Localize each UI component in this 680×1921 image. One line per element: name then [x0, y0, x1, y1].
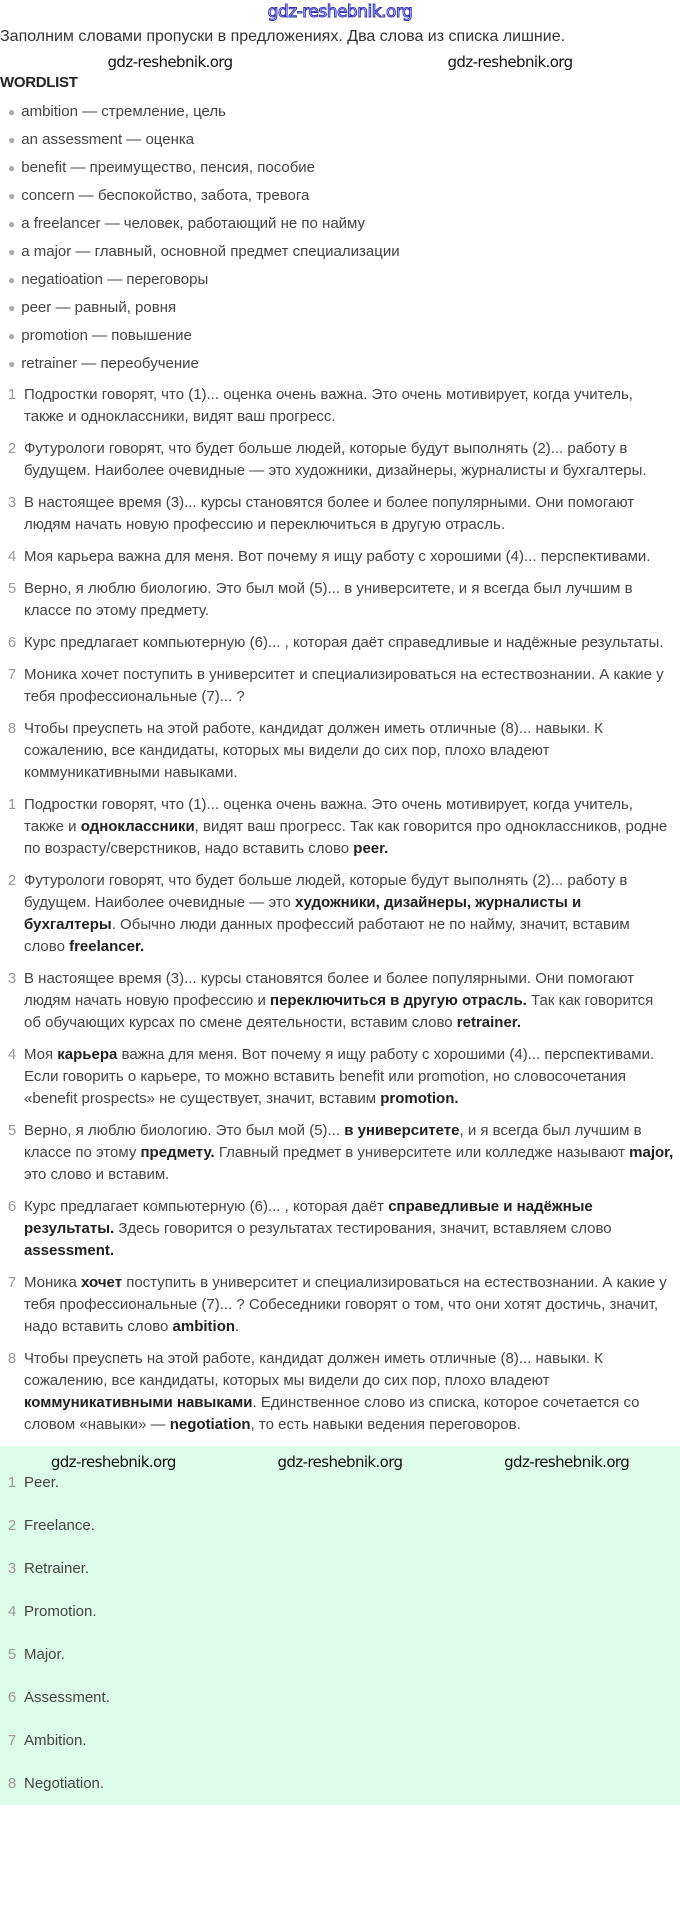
explanation-first-line: В настоящее время (3)... курсы становятся более и более популярными. Они [24, 970, 564, 987]
highlighted-text: предмету. [140, 1144, 215, 1161]
explanation-item [0, 1044, 680, 1110]
task-text: Курс предлагает компьютерную (6)... , которая даёт справедливые и надёжные [24, 634, 578, 651]
task-text-continued: учитель, также и одноклассники, видят ваш прогресс. [24, 386, 633, 425]
explanation-first-line [24, 1122, 642, 1139]
answer-text: Assessment. [24, 1689, 110, 1706]
wordlist-item-text: a major — главный, основной предмет специализации [21, 243, 400, 260]
task-text-continued: сожалению, все кандидаты, которых мы видели до сих пор, плохо владеют коммуникативными навыками. [24, 742, 550, 781]
highlighted-text: справедливые и надёжные [388, 1198, 593, 1215]
task-text-continued: будущем. Наиболее очевидные — это художники, дизайнеры, журналисты и бухгалтеры. [24, 462, 647, 479]
wordlist-item-text: negatioation — переговоры [21, 271, 209, 288]
bullet-icon: ● [8, 161, 16, 175]
explanation-list [0, 794, 680, 1436]
task-item [0, 664, 680, 708]
task-body [24, 632, 680, 654]
task-item [0, 578, 680, 622]
text-run: . Обычно люди данных профессий работают не по найму, значит, вставим слово [24, 916, 630, 955]
explanation-first-line: Чтобы преуспеть на этой работе, кандидат должен иметь отличные (8)... навыки. К [24, 1350, 603, 1367]
watermark-text: gdz-reshebnik.org [50, 1453, 176, 1471]
answer-item [0, 1515, 680, 1537]
highlighted-text: assessment. [24, 1242, 115, 1259]
highlighted-text: promotion. [380, 1090, 459, 1107]
explanation-number: 7 [7, 1274, 17, 1291]
task-item [0, 546, 680, 568]
explanation-text [24, 1372, 639, 1433]
explanation-item [0, 870, 680, 958]
text-run: Моника [24, 1274, 82, 1291]
task-body [24, 492, 680, 536]
watermark-row [0, 1452, 680, 1472]
highlighted-text: в университете [344, 1122, 460, 1139]
wordlist-item [8, 238, 680, 266]
text-run: это слово и вставим. [24, 1166, 170, 1183]
explanation-number: 5 [7, 1122, 17, 1139]
explanation-body [24, 1120, 680, 1186]
wordlist-item-text: retrainer — переобучение [21, 355, 199, 372]
text-run: Курс предлагает компьютерную (6)... , которая даёт [24, 1198, 389, 1215]
task-item [0, 492, 680, 536]
answer-item [0, 1730, 680, 1752]
answer-text: Ambition. [24, 1732, 87, 1749]
wordlist-item [8, 322, 680, 350]
highlighted-text: ambition [172, 1318, 236, 1335]
explanation-first-line: Подростки говорят, что (1)... оценка очень важна. Это очень мотивирует, когда [24, 796, 570, 813]
task-item [0, 718, 680, 784]
answer-number: 3 [7, 1560, 17, 1577]
highlighted-text: retrainer. [456, 1014, 521, 1031]
text-run: какие у тебя профессиональные (7)... ? Собеседники говорят о том, что они хотят достичь, значит, надо вставить слово [24, 1274, 667, 1335]
text-run: будущем. Наиболее очевидные — это [24, 894, 295, 911]
task-body [24, 384, 680, 428]
task-body [24, 664, 680, 708]
wordlist-heading: WORDLIST [0, 74, 78, 91]
task-text: Чтобы преуспеть на этой работе, кандидат должен иметь отличные (8)... навыки. К [24, 720, 603, 737]
answer-item [0, 1472, 680, 1494]
wordlist-item [8, 182, 680, 210]
answer-number: 4 [7, 1603, 17, 1620]
answer-number: 2 [7, 1517, 17, 1534]
explanation-body [24, 1044, 680, 1110]
watermark-text: gdz-reshebnik.org [447, 53, 573, 71]
highlighted-text: результаты. [24, 1220, 115, 1237]
explanation-number: 2 [7, 872, 17, 889]
answer-number: 7 [7, 1732, 17, 1749]
text-run: сожалению, все кандидаты, которых мы видели до сих пор, плохо владеют [24, 1372, 550, 1389]
bullet-icon: ● [8, 329, 16, 343]
highlighted-text: переключиться в другую отрасль. [270, 992, 527, 1009]
task-number: 8 [7, 720, 17, 737]
explanation-text [24, 1220, 612, 1259]
text-run: , видят ваш прогресс. Так как говорится про одноклассников, родне по возрасту/сверстников, надо вставить слово [24, 818, 668, 857]
explanation-body [24, 1348, 680, 1436]
task-text-continued: какие у тебя профессиональные (7)... ? [24, 666, 664, 705]
task-text-continued: классе по этому предмету. [24, 602, 210, 619]
highlighted-text: хочет [81, 1274, 123, 1291]
highlighted-text: коммуникативными навыками [24, 1394, 253, 1411]
bullet-icon: ● [8, 133, 16, 147]
explanation-number: 6 [7, 1198, 17, 1215]
answer-item [0, 1601, 680, 1623]
answer-item [0, 1773, 680, 1795]
task-text: Моя карьера важна для меня. Вот почему я ищу работу с хорошими (4)... [24, 548, 537, 565]
explanation-item [0, 1272, 680, 1338]
text-run: . [235, 1318, 240, 1335]
task-instructions: Заполним словами пропуски в предложениях. Два слова из списка лишние. [0, 28, 566, 45]
wordlist-item [8, 126, 680, 154]
text-run: Главный предмет в университете или колледже называют [214, 1144, 630, 1161]
wordlist-item [8, 98, 680, 126]
explanation-item [0, 1348, 680, 1436]
explanation-body [24, 794, 680, 860]
answer-text: Freelance. [24, 1517, 95, 1534]
task-body [24, 546, 680, 568]
wordlist-item-text: promotion — повышение [21, 327, 192, 344]
answer-number: 8 [7, 1775, 17, 1792]
task-number: 5 [7, 580, 17, 597]
bullet-icon: ● [8, 245, 16, 259]
text-run: важна для меня. Вот почему я ищу работу с хорошими (4)... [117, 1046, 541, 1063]
bullet-icon: ● [8, 189, 16, 203]
wordlist-item [8, 294, 680, 322]
highlighted-text: major, [629, 1144, 674, 1161]
explanation-body [24, 870, 680, 958]
answer-text: Negotiation. [24, 1775, 105, 1792]
highlighted-text: freelancer. [69, 938, 145, 955]
text-run: Здесь говорится о результатах тестирования, значит, вставляем слово [114, 1220, 612, 1237]
task-text: Верно, я люблю биологию. Это был мой (5)... в университете, и я всегда был лучшим в [24, 580, 633, 597]
task-body [24, 438, 680, 482]
text-run: Верно, я люблю биологию. Это был мой (5)... [24, 1122, 345, 1139]
wordlist-item-text: a freelancer — человек, работающий не по найму [21, 215, 366, 232]
explanation-first-line [24, 1046, 540, 1063]
task-number: 2 [7, 440, 17, 457]
site-logo[interactable]: gdz-reshebnik.org [267, 2, 413, 22]
watermark-row [0, 52, 680, 72]
bullet-icon: ● [8, 217, 16, 231]
explanation-body [24, 1272, 680, 1338]
highlighted-text: negotiation [169, 1416, 251, 1433]
text-run: классе по этому [24, 1144, 141, 1161]
explanation-number: 1 [7, 796, 17, 813]
watermark-text: gdz-reshebnik.org [107, 53, 233, 71]
task-number: 1 [7, 386, 17, 403]
explanation-body [24, 1196, 680, 1262]
explanation-item [0, 794, 680, 860]
explanation-item [0, 968, 680, 1034]
task-list [0, 384, 680, 784]
text-run: учитель, также и [24, 796, 633, 835]
wordlist-item [8, 154, 680, 182]
wordlist-item [8, 210, 680, 238]
task-text: Футурологи говорят, что будет больше людей, которые будут выполнять (2)... работу в [24, 440, 628, 457]
task-item [0, 384, 680, 428]
text-run: поступить в университет и специализироваться на естествознании. А [122, 1274, 613, 1291]
task-number: 7 [7, 666, 17, 683]
highlighted-text: карьера [57, 1046, 118, 1063]
watermark-text: gdz-reshebnik.org [277, 1453, 403, 1471]
explanation-number: 3 [7, 970, 17, 987]
explanation-first-line [24, 1198, 593, 1215]
explanation-item [0, 1196, 680, 1262]
explanation-number: 4 [7, 1046, 17, 1063]
highlighted-text: одноклассники [80, 818, 195, 835]
answer-text: Retrainer. [24, 1560, 90, 1577]
explanation-text [24, 894, 630, 955]
task-item [0, 438, 680, 482]
wordlist [8, 98, 680, 378]
bullet-icon: ● [8, 301, 16, 315]
explanation-text [24, 1144, 673, 1183]
text-run: помогают людям начать новую профессию и [24, 970, 635, 1009]
task-item [0, 632, 680, 654]
answer-number: 5 [7, 1646, 17, 1663]
text-run: перспективами. Если говорить о карьере, то можно вставить benefit или promotion, но словосочетания «benefit prospects» не существует, значит, вставим [24, 1046, 655, 1107]
task-number: 4 [7, 548, 17, 565]
answer-number: 6 [7, 1689, 17, 1706]
bullet-icon: ● [8, 105, 16, 119]
bullet-icon: ● [8, 357, 16, 371]
task-number: 3 [7, 494, 17, 511]
highlighted-text: художники, дизайнеры, журналисты и бухгалтеры [24, 894, 582, 933]
explanation-body [24, 968, 680, 1034]
text-run: . Единственное слово из списка, которое сочетается со словом «навыки» — [24, 1394, 640, 1433]
explanation-item [0, 1120, 680, 1186]
task-number: 6 [7, 634, 17, 651]
highlighted-text: peer. [353, 840, 389, 857]
text-run: Так как говорится об обучающих курсах по смене деятельности, вставим слово [24, 992, 654, 1031]
task-text: Подростки говорят, что (1)... оценка очень важна. Это очень мотивирует, когда [24, 386, 570, 403]
explanation-number: 8 [7, 1350, 17, 1367]
answer-number: 1 [7, 1474, 17, 1491]
explanation-first-line [24, 1274, 612, 1291]
answer-text: Peer. [24, 1474, 60, 1491]
task-body [24, 718, 680, 784]
task-text: Моника хочет поступить в университет и специализироваться на естествознании. А [24, 666, 610, 683]
answer-text: Major. [24, 1646, 65, 1663]
wordlist-item-text: peer — равный, ровня [21, 299, 177, 316]
task-text-continued: перспективами. [540, 548, 651, 565]
answer-item [0, 1558, 680, 1580]
task-text: В настоящее время (3)... курсы становятся более и более популярными. Они [24, 494, 564, 511]
bullet-icon: ● [8, 273, 16, 287]
wordlist-item [8, 266, 680, 294]
wordlist-item-text: an assessment — оценка [21, 131, 195, 148]
answer-item [0, 1644, 680, 1666]
answer-item [0, 1687, 680, 1709]
watermark-text: gdz-reshebnik.org [504, 1453, 630, 1471]
task-text-continued: помогают людям начать новую профессию и переключиться в другую отрасль. [24, 494, 635, 533]
task-text-continued: результаты. [581, 634, 664, 651]
text-run: , то есть навыки ведения переговоров. [250, 1416, 521, 1433]
wordlist-item-text: benefit — преимущество, пенсия, пособие [21, 159, 316, 176]
task-body [24, 578, 680, 622]
explanation-first-line: Футурологи говорят, что будет больше людей, которые будут выполнять (2)... работу в [24, 872, 628, 889]
answers-panel [0, 1446, 680, 1805]
wordlist-item-text: concern — беспокойство, забота, тревога [21, 187, 310, 204]
answer-text: Promotion. [24, 1603, 97, 1620]
text-run: , и я всегда был лучшим в [459, 1122, 642, 1139]
text-run: Моя [24, 1046, 58, 1063]
wordlist-item [8, 350, 680, 378]
wordlist-item-text: ambition — стремление, цель [21, 103, 226, 120]
